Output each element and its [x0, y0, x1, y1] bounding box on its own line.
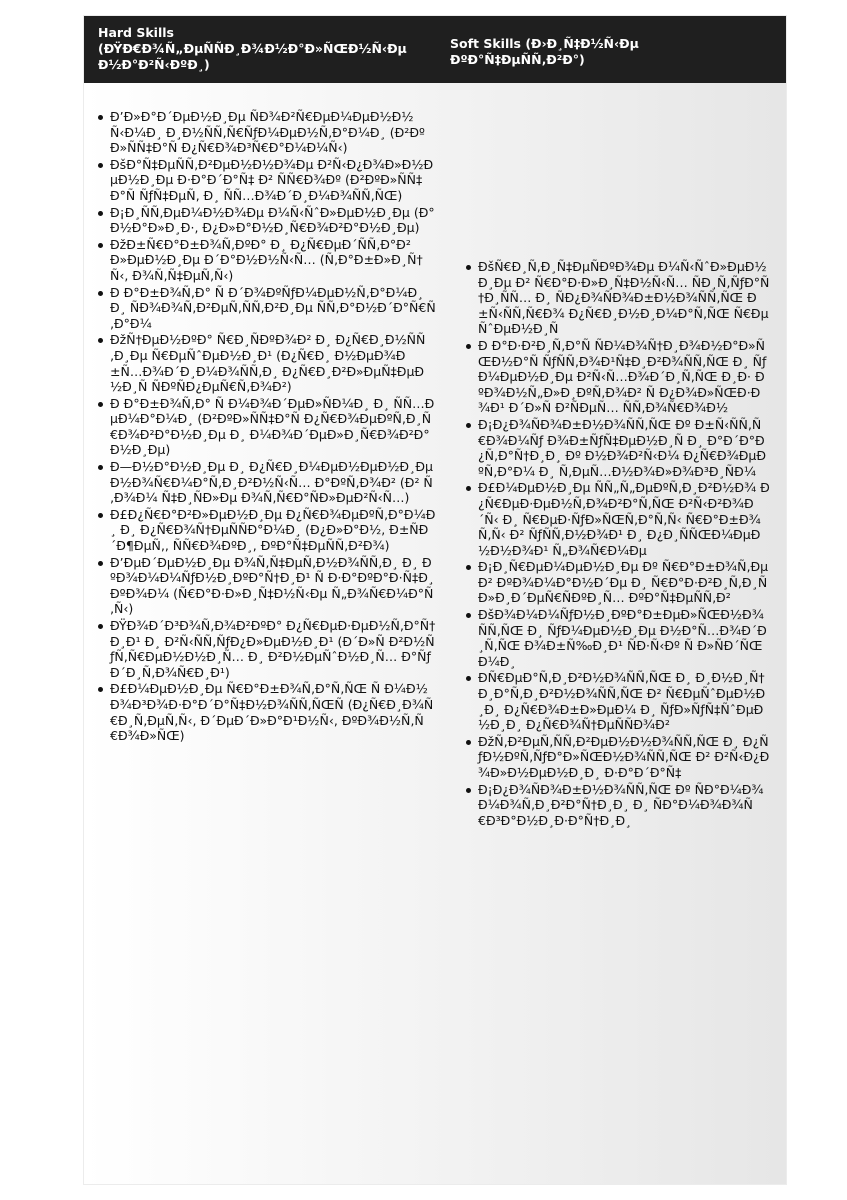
list-item: ĐšÑ€Đ¸Ñ‚Đ¸Ñ‡ĐµÑĐºĐ¾Đµ Đ¼Ñ‹ÑˆĐ»ĐµĐ½Đ¸Đµ Đ² Ñ€Đ°Đ·Đ»Đ¸Ñ‡Đ½Ñ‹Ñ… ÑĐ¸Ñ‚ÑƒĐ°Ñ†Đ¸ÑÑ… Đ¸ ÑĐ¿Đ¾ÑĐ¾Đ±Đ½Đ¾ÑÑ‚ÑŒ Đ±Ñ‹ÑÑ‚Ñ€Đ¾ Đ¿Ñ€Đ¸Đ½Đ¸Đ¼Đ°Ñ‚ÑŒ Ñ€ĐµÑˆĐµĐ½Đ¸Ñ: [464, 259, 770, 337]
table-header: [84, 16, 786, 83]
list-item: Đ£Đ¿Ñ€Đ°Đ²Đ»ĐµĐ½Đ¸Đµ Đ¿Ñ€Đ¾ĐµĐºÑ‚Đ°Đ¼Đ¸ Đ¸ Đ¿Ñ€Đ¾Ñ†ĐµÑÑĐ°Đ¼Đ¸ (Đ¿Đ»Đ°Đ½, Đ±ÑĐ´Đ¶ĐµÑ‚, ÑÑ€Đ¾ĐºĐ¸, ĐºĐ°Ñ‡ĐµÑÑ‚Đ²Đ¾): [96, 507, 436, 554]
list-item: Đ¡Đ¸ÑÑ‚ĐµĐ¼Đ½Đ¾Đµ Đ¼Ñ‹ÑˆĐ»ĐµĐ½Đ¸Đµ (Đ°Đ½Đ°Đ»Đ¸Đ·, Đ¿Đ»Đ°Đ½Đ¸Ñ€Đ¾Đ²Đ°Đ½Đ¸Đµ): [96, 205, 436, 236]
list-item: ĐšĐ°Ñ‡ĐµÑÑ‚Đ²ĐµĐ½Đ½Đ¾Đµ Đ²Ñ‹Đ¿Đ¾Đ»Đ½ĐµĐ½Đ¸Đµ Đ·Đ°Đ´Đ°Ñ‡ Đ² ÑÑ€Đ¾Đº (Đ²ĐºĐ»ÑÑ‡Đ°Ñ ÑƒÑ‡ĐµÑ‚ Đ¸ ÑÑ…Đ¾Đ´Đ¸Đ¼Đ¾ÑÑ‚ÑŒ): [96, 157, 436, 204]
list-item: Đ¡Đ¿Đ¾ÑĐ¾Đ±Đ½Đ¾ÑÑ‚ÑŒ Đº ÑĐ°Đ¼Đ¾Đ¼Đ¾Ñ‚Đ¸Đ²Đ°Ñ†Đ¸Đ¸ Đ¸ ÑĐ°Đ¼Đ¾Đ¾Ñ€Đ³Đ°Đ½Đ¸Đ·Đ°Ñ†Đ¸Đ¸: [464, 782, 770, 829]
list-item: Đ—Đ½Đ°Đ½Đ¸Đµ Đ¸ Đ¿Ñ€Đ¸Đ¼ĐµĐ½ĐµĐ½Đ¸Đµ Đ½Đ¾Ñ€Đ¼Đ°Ñ‚Đ¸Đ²Đ½Ñ‹Ñ… Đ°ĐºÑ‚Đ¾Đ² (Đ² Ñ‚Đ¾Đ¼ Ñ‡Đ¸ÑĐ»Đµ Đ¾Ñ‚Ñ€Đ°ÑĐ»ĐµĐ²Ñ‹Ñ…): [96, 459, 436, 506]
skills-table: [84, 16, 786, 1184]
hard-skills-heading: Hard Skills (ĐŸĐ€Đ¾Ñ„ĐµÑÑĐ¸Đ¾Đ½Đ°Đ»ÑŒĐ½Ñ‹Đµ Đ½Đ°Đ²Ñ‹ĐºĐ¸): [98, 25, 407, 72]
list-item: Đ’ĐµĐ´ĐµĐ½Đ¸Đµ Đ¾Ñ‚Ñ‡ĐµÑ‚Đ½Đ¾ÑÑ‚Đ¸ Đ¸ ĐºĐ¾Đ¼Đ¼ÑƒĐ½Đ¸ĐºĐ°Ñ†Đ¸Đ¹ Ñ Đ·Đ°ĐºĐ°Đ·Ñ‡Đ¸ĐºĐ¾Đ¼ (Ñ€Đ°Đ·Đ»Đ¸Ñ‡Đ½Ñ‹Đµ Ñ„Đ¾Ñ€Đ¼Đ°Ñ‚Ñ‹): [96, 555, 436, 617]
list-item: Đ Đ°Đ±Đ¾Ñ‚Đ° Ñ Đ´Đ¾ĐºÑƒĐ¼ĐµĐ½Ñ‚Đ°Đ¼Đ¸ Đ¸ ÑĐ¾Đ¾Ñ‚Đ²ĐµÑ‚ÑÑ‚Đ²Đ¸Đµ ÑÑ‚Đ°Đ½Đ´Đ°Ñ€Ñ‚Đ°Đ¼: [96, 285, 436, 332]
list-item: Đ£Đ¼ĐµĐ½Đ¸Đµ ÑÑ„Ñ„ĐµĐºÑ‚Đ¸Đ²Đ½Đ¾ Đ¿Ñ€ĐµĐ·ĐµĐ½Ñ‚Đ¾Đ²Đ°Ñ‚ÑŒ Đ²Ñ‹Đ²Đ¾Đ´Ñ‹ Đ¸ Ñ€ĐµĐ·ÑƒĐ»ÑŒÑ‚Đ°Ñ‚Ñ‹ Ñ€Đ°Đ±Đ¾Ñ‚Ñ‹ Đ² ÑƒÑÑ‚Đ½Đ¾Đ¹ Đ¸ Đ¿Đ¸ÑÑŒĐ¼ĐµĐ½Đ½Đ¾Đ¹ Ñ„Đ¾Ñ€Đ¼Đµ: [464, 480, 770, 558]
list-item: ĐŸĐ¾Đ´Đ³Đ¾Ñ‚Đ¾Đ²ĐºĐ° Đ¿Ñ€ĐµĐ·ĐµĐ½Ñ‚Đ°Ñ†Đ¸Đ¹ Đ¸ Đ²Ñ‹ÑÑ‚ÑƒĐ¿Đ»ĐµĐ½Đ¸Đ¹ (Đ´Đ»Ñ Đ²Đ½ÑƒÑ‚Ñ€ĐµĐ½Đ½Đ¸Ñ… Đ¸ Đ²Đ½ĐµÑˆĐ½Đ¸Ñ… Đ°ÑƒĐ´Đ¸Ñ‚Đ¾Ñ€Đ¸Đ¹): [96, 618, 436, 680]
hard-skills-list: [96, 109, 436, 745]
soft-skills-list: [464, 259, 770, 829]
soft-skills-heading: Soft Skills (Đ›Đ¸Ñ‡Đ½Ñ‹Đµ ĐºĐ°Ñ‡ĐµÑÑ‚Đ²Đ°): [450, 36, 639, 67]
list-item: ĐžÑ†ĐµĐ½ĐºĐ° Ñ€Đ¸ÑĐºĐ¾Đ² Đ¸ Đ¿Ñ€Đ¸Đ½ÑÑ‚Đ¸Đµ Ñ€ĐµÑˆĐµĐ½Đ¸Đ¹ (Đ¿Ñ€Đ¸ Đ½ĐµĐ¾Đ±Ñ…Đ¾Đ´Đ¸Đ¼Đ¾ÑÑ‚Đ¸ Đ¿Ñ€Đ¸Đ²Đ»ĐµÑ‡ĐµĐ½Đ¸Ñ ÑĐºÑĐ¿ĐµÑ€Ñ‚Đ¾Đ²): [96, 332, 436, 394]
list-item: ĐÑ€ĐµĐ°Ñ‚Đ¸Đ²Đ½Đ¾ÑÑ‚ÑŒ Đ¸ Đ¸Đ½Đ¸Ñ†Đ¸Đ°Ñ‚Đ¸Đ²Đ½Đ¾ÑÑ‚ÑŒ Đ² Ñ€ĐµÑˆĐµĐ½Đ¸Đ¸ Đ¿Ñ€Đ¾Đ±Đ»ĐµĐ¼ Đ¸ ÑƒĐ»ÑƒÑ‡ÑˆĐµĐ½Đ¸Đ¸ Đ¿Ñ€Đ¾Ñ†ĐµÑÑĐ¾Đ²: [464, 670, 770, 732]
list-item: ĐžĐ±Ñ€Đ°Đ±Đ¾Ñ‚ĐºĐ° Đ¸ Đ¿Ñ€ĐµĐ´ÑÑ‚Đ°Đ²Đ»ĐµĐ½Đ¸Đµ Đ´Đ°Đ½Đ½Ñ‹Ñ… (Ñ‚Đ°Đ±Đ»Đ¸Ñ†Ñ‹, Đ¾Ñ‚Ñ‡ĐµÑ‚Ñ‹): [96, 237, 436, 284]
list-item: Đ¡Đ¿Đ¾ÑĐ¾Đ±Đ½Đ¾ÑÑ‚ÑŒ Đº Đ±Ñ‹ÑÑ‚Ñ€Đ¾Đ¼Ñƒ Đ¾Đ±ÑƒÑ‡ĐµĐ½Đ¸Ñ Đ¸ Đ°Đ´Đ°Đ¿Ñ‚Đ°Ñ†Đ¸Đ¸ Đº Đ½Đ¾Đ²Ñ‹Đ¼ Đ¿Ñ€Đ¾ĐµĐºÑ‚Đ°Đ¼ Đ¸ Ñ‚ĐµÑ…Đ½Đ¾Đ»Đ¾Đ³Đ¸ÑĐ¼: [464, 417, 770, 479]
list-item: Đ£Đ¼ĐµĐ½Đ¸Đµ Ñ€Đ°Đ±Đ¾Ñ‚Đ°Ñ‚ÑŒ Ñ Đ¼Đ½Đ¾Đ³Đ¾Đ·Đ°Đ´Đ°Ñ‡Đ½Đ¾ÑÑ‚ÑŒÑ (Đ¿Ñ€Đ¸Đ¾Ñ€Đ¸Ñ‚ĐµÑ‚Ñ‹, Đ´ĐµĐ´Đ»Đ°Đ¹Đ½Ñ‹, ĐºĐ¾Đ½Ñ‚Ñ€Đ¾Đ»ÑŒ): [96, 681, 436, 743]
list-item: Đ Đ°Đ·Đ²Đ¸Ñ‚Đ°Ñ ÑĐ¼Đ¾Ñ†Đ¸Đ¾Đ½Đ°Đ»ÑŒĐ½Đ°Ñ ÑƒÑÑ‚Đ¾Đ¹Ñ‡Đ¸Đ²Đ¾ÑÑ‚ÑŒ Đ¸ ÑƒĐ¼ĐµĐ½Đ¸Đµ Đ²Ñ‹Ñ…Đ¾Đ´Đ¸Ñ‚ÑŒ Đ¸Đ· ĐºĐ¾Đ½Ñ„Đ»Đ¸ĐºÑ‚Đ¾Đ² Ñ Đ¿Đ¾Đ»ÑŒĐ·Đ¾Đ¹ Đ´Đ»Ñ Đ²ÑĐµÑ… ÑÑ‚Đ¾Ñ€Đ¾Đ½: [464, 338, 770, 416]
list-item: Đ¡Đ¸Ñ€ĐµĐ¼ĐµĐ½Đ¸Đµ Đº Ñ€Đ°Đ±Đ¾Ñ‚Đµ Đ² ĐºĐ¾Đ¼Đ°Đ½Đ´Đµ Đ¸ Ñ€Đ°Đ·Đ²Đ¸Ñ‚Đ¸Ñ Đ»Đ¸Đ´ĐµÑ€ÑĐºĐ¸Ñ… ĐºĐ°Ñ‡ĐµÑÑ‚Đ²: [464, 559, 770, 606]
list-item: ĐšĐ¾Đ¼Đ¼ÑƒĐ½Đ¸ĐºĐ°Đ±ĐµĐ»ÑŒĐ½Đ¾ÑÑ‚ÑŒ Đ¸ ÑƒĐ¼ĐµĐ½Đ¸Đµ Đ½Đ°Ñ…Đ¾Đ´Đ¸Ñ‚ÑŒ Đ¾Đ±Ñ‰Đ¸Đ¹ ÑĐ·Ñ‹Đº Ñ Đ»ÑĐ´ÑŒĐ¼Đ¸: [464, 607, 770, 669]
list-item: Đ’Đ»Đ°Đ´ĐµĐ½Đ¸Đµ ÑĐ¾Đ²Ñ€ĐµĐ¼ĐµĐ½Đ½Ñ‹Đ¼Đ¸ Đ¸Đ½ÑÑ‚Ñ€ÑƒĐ¼ĐµĐ½Ñ‚Đ°Đ¼Đ¸ (Đ²ĐºĐ»ÑÑ‡Đ°Ñ Đ¿Ñ€Đ¾Đ³Ñ€Đ°Đ¼Đ¼Ñ‹): [96, 109, 436, 156]
list-item: Đ Đ°Đ±Đ¾Ñ‚Đ° Ñ Đ¼Đ¾Đ´ĐµĐ»ÑĐ¼Đ¸ Đ¸ ÑÑ…ĐµĐ¼Đ°Đ¼Đ¸ (Đ²ĐºĐ»ÑÑ‡Đ°Ñ Đ¿Ñ€Đ¾ĐµĐºÑ‚Đ¸Ñ€Đ¾Đ²Đ°Đ½Đ¸Đµ Đ¸ Đ¼Đ¾Đ´ĐµĐ»Đ¸Ñ€Đ¾Đ²Đ°Đ½Đ¸Đµ): [96, 396, 436, 458]
list-item: ĐžÑ‚Đ²ĐµÑ‚ÑÑ‚Đ²ĐµĐ½Đ½Đ¾ÑÑ‚ÑŒ Đ¸ Đ¿ÑƒĐ½ĐºÑ‚ÑƒĐ°Đ»ÑŒĐ½Đ¾ÑÑ‚ÑŒ Đ² Đ²Ñ‹Đ¿Đ¾Đ»Đ½ĐµĐ½Đ¸Đ¸ Đ·Đ°Đ´Đ°Ñ‡: [464, 734, 770, 781]
